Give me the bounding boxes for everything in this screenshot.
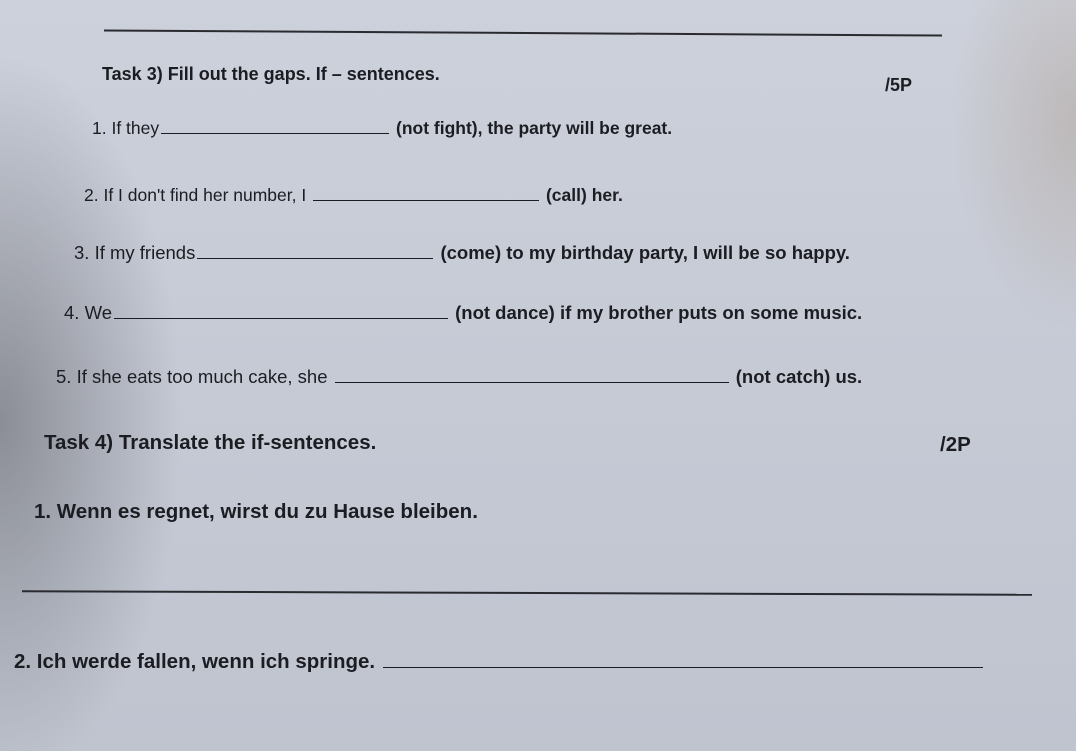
task4-title: Task 4) Translate the if-sentences. — [44, 431, 377, 454]
task3-item-3-hint: (come) to my birthday party, I will be so happy. — [440, 242, 850, 263]
translation-line-2[interactable] — [383, 649, 983, 668]
answer-blank-2[interactable] — [313, 184, 539, 201]
task3-item-2 — [84, 184, 623, 206]
top-divider-line — [104, 29, 942, 36]
answer-blank-5[interactable] — [335, 366, 729, 383]
task3-item-2-text: 2. If I don't find her number, I — [84, 185, 307, 205]
task3-item-5-hint: (not catch) us. — [735, 366, 863, 387]
task3-points: /5P — [885, 75, 913, 95]
task3-item-4 — [64, 302, 862, 324]
answer-blank-1[interactable] — [161, 117, 389, 134]
task3-item-5-text: 5. If she eats too much cake, she — [56, 366, 328, 387]
task3-title: Task 3) Fill out the gaps. If – sentences. — [102, 64, 440, 84]
task3-item-4-hint: (not dance) if my brother puts on some music. — [455, 302, 863, 323]
answer-blank-4[interactable] — [114, 302, 448, 319]
task3-item-1-hint: (not fight), the party will be great. — [396, 118, 673, 138]
task4-item-1: 1. Wenn es regnet, wirst du zu Hause bleiben. — [34, 500, 478, 523]
task4-points: /2P — [940, 433, 971, 456]
task3-item-3-text: 3. If my friends — [74, 242, 196, 263]
task3-item-5 — [56, 366, 862, 388]
task4-item-2-text: 2. Ich werde fallen, wenn ich springe. — [14, 650, 376, 673]
task3-item-3 — [74, 242, 850, 264]
task3-item-4-text: 4. We — [64, 302, 112, 323]
task3-item-2-hint: (call) her. — [545, 185, 623, 205]
task3-item-1-text: 1. If they — [92, 118, 160, 138]
translation-line-1[interactable] — [22, 590, 1032, 596]
task3-item-1 — [92, 117, 672, 139]
answer-blank-3[interactable] — [197, 242, 433, 259]
task4-item-2 — [14, 649, 985, 674]
